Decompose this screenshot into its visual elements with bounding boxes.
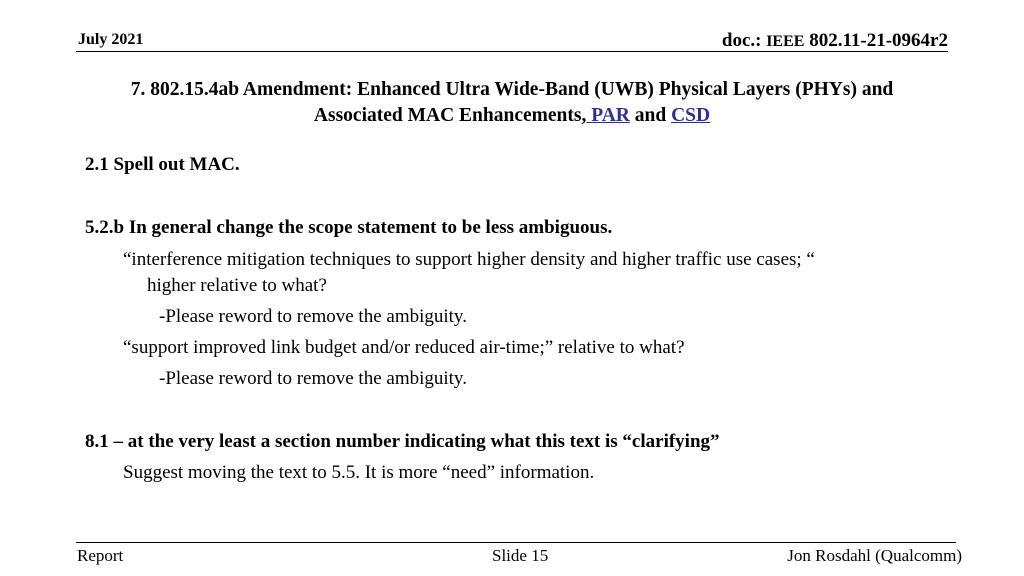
comment-line: -Please reword to remove the ambiguity. [159, 306, 467, 327]
title-and-text: and [629, 105, 672, 126]
doc-org: IEEE [766, 33, 805, 50]
footer-author: Jon Rosdahl (Qualcomm) [787, 546, 962, 565]
slide-title-line1: 7. 802.15.4ab Amendment: Enhanced Ultra Wide-Band (UWB) Physical Layers (PHYs) and [130, 79, 894, 100]
footer-slide-number: Slide 15 [492, 546, 549, 565]
doc-number: 802.11-21-0964r2 [804, 30, 948, 51]
comment-line: -Please reword to remove the ambiguity. [159, 368, 467, 389]
comment-line: “interference mitigation techniques to support higher density and higher traffic use cases; “ [123, 249, 815, 270]
title-line2-prefix: Associated MAC Enhancements, [313, 105, 587, 126]
footer-left: Report [77, 546, 124, 565]
comment-line: “support improved link budget and/or reduced air-time;” relative to what? [123, 337, 685, 358]
header-date: July 2021 [78, 31, 144, 48]
section-heading-8-1: 8.1 – at the very least a section number indicating what this text is “clarifying” [85, 431, 720, 452]
section-heading-2-1: 2.1 Spell out MAC. [85, 154, 240, 175]
footer-rule [76, 542, 956, 543]
par-link[interactable]: PAR [586, 105, 630, 126]
comment-line: Suggest moving the text to 5.5. It is more “need” information. [123, 462, 595, 483]
comment-line: higher relative to what? [147, 275, 327, 296]
header-doc-id [722, 30, 948, 52]
slide-title-line2 [0, 105, 1024, 127]
section-heading-5-2-b: 5.2.b In general change the scope statement to be less ambiguous. [85, 217, 613, 238]
header-rule [76, 51, 948, 52]
csd-link[interactable]: CSD [671, 105, 711, 126]
doc-prefix: doc.: [721, 30, 767, 51]
